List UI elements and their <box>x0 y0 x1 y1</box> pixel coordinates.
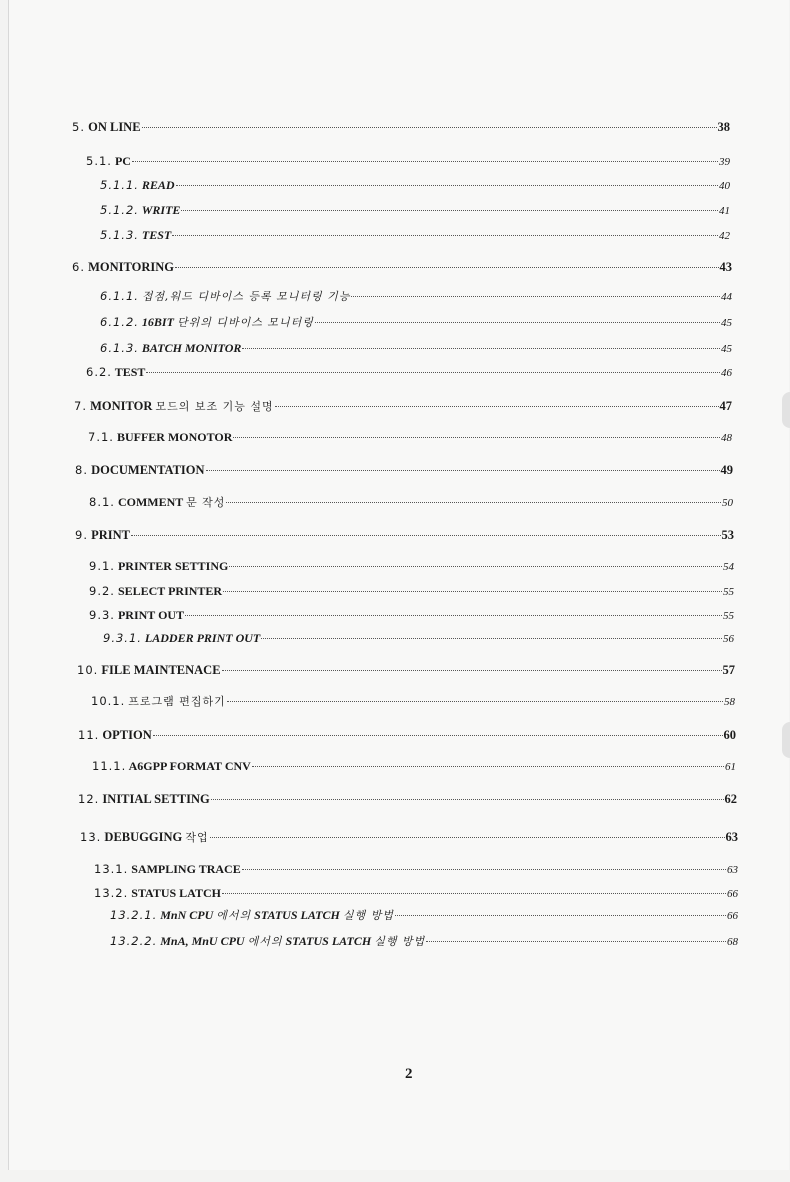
toc-page-number: 48 <box>721 432 732 444</box>
toc-entry-5-1-1[interactable]: 5.1.1. READ 40 <box>100 178 730 192</box>
dot-leader <box>351 296 720 297</box>
dot-leader <box>181 210 718 211</box>
toc-entry-10-1[interactable]: 10.1. 프로그램 편집하기 58 <box>91 694 735 708</box>
dot-leader <box>210 837 725 838</box>
dot-leader <box>242 869 726 870</box>
dot-leader <box>233 437 720 438</box>
dot-leader <box>175 267 719 268</box>
toc-entry-12[interactable]: 12. INITIAL SETTING 62 <box>78 792 737 806</box>
toc-entry-13-2-2[interactable]: 13.2.2. MnA, MnU CPU 에서의 STATUS LATCH 실행 방법 68 <box>110 934 738 948</box>
dot-leader <box>229 566 722 567</box>
dot-leader <box>206 470 720 471</box>
dot-leader <box>146 372 720 373</box>
dot-leader <box>222 670 722 671</box>
toc-page-number: 45 <box>721 317 732 329</box>
toc-entry-5[interactable]: 5. ON LINE 38 <box>72 120 730 134</box>
toc-entry-7-1[interactable]: 7.1. BUFFER MONOTOR 48 <box>88 430 732 444</box>
toc-page-number: 61 <box>725 761 736 773</box>
dot-leader <box>132 161 718 162</box>
dot-leader <box>261 638 722 639</box>
toc-page-number: 44 <box>721 291 732 303</box>
toc-page-number: 41 <box>719 205 730 217</box>
toc-entry-10[interactable]: 10. FILE MAINTENACE 57 <box>77 663 735 677</box>
toc-entry-13-2[interactable]: 13.2. STATUS LATCH 66 <box>94 886 738 900</box>
toc-entry-11[interactable]: 11. OPTION 60 <box>78 728 736 742</box>
toc-page-number: 63 <box>727 864 738 876</box>
toc-page-number: 39 <box>719 156 730 168</box>
toc-page-number: 58 <box>724 696 735 708</box>
toc-page-number: 66 <box>727 910 738 922</box>
dot-leader <box>426 941 726 942</box>
dot-leader <box>185 615 722 616</box>
toc-entry-6[interactable]: 6. MONITORING 43 <box>72 260 732 274</box>
toc-entry-5-1[interactable]: 5.1. PC 39 <box>86 154 730 168</box>
toc-entry-8-1[interactable]: 8.1. COMMENT 문 작성 50 <box>89 495 733 509</box>
toc-page-number: 47 <box>719 399 732 413</box>
toc-page-number: 60 <box>723 728 736 742</box>
toc-page-number: 66 <box>727 888 738 900</box>
dot-leader <box>131 535 720 536</box>
toc-entry-6-1-1[interactable]: 6.1.1. 접점,워드 디바이스 등록 모니터링 기능 44 <box>100 289 732 303</box>
toc-page-number: 42 <box>719 230 730 242</box>
dot-leader <box>153 735 723 736</box>
toc-page-number: 68 <box>727 936 738 948</box>
toc-page-number: 53 <box>721 528 734 542</box>
toc-page-number: 45 <box>721 343 732 355</box>
toc-page-number: 63 <box>725 830 738 844</box>
dot-leader <box>222 893 726 894</box>
dot-leader <box>395 915 726 916</box>
toc-page-number: 55 <box>723 586 734 598</box>
dot-leader <box>176 185 718 186</box>
dot-leader <box>227 701 723 702</box>
toc-page-number: 43 <box>719 260 732 274</box>
toc-entry-5-1-2[interactable]: 5.1.2. WRITE 41 <box>100 203 730 217</box>
toc-page-number: 57 <box>722 663 735 677</box>
dot-leader <box>226 502 721 503</box>
dot-leader <box>172 235 718 236</box>
toc-entry-9[interactable]: 9. PRINT 53 <box>75 528 734 542</box>
toc-page-number: 40 <box>719 180 730 192</box>
toc-page-number: 56 <box>723 633 734 645</box>
toc-entry-11-1[interactable]: 11.1. A6GPP FORMAT CNV 61 <box>92 759 736 773</box>
toc-page-number: 54 <box>723 561 734 573</box>
toc-entry-7[interactable]: 7. MONITOR 모드의 보조 기능 설명 47 <box>74 399 732 413</box>
toc-entry-6-1-2[interactable]: 6.1.2. 16BIT 단위의 디바이스 모니터링 45 <box>100 315 732 329</box>
toc-entry-13-1[interactable]: 13.1. SAMPLING TRACE 63 <box>94 862 738 876</box>
toc-page-number: 62 <box>724 792 737 806</box>
dot-leader <box>252 766 724 767</box>
toc-entry-9-3[interactable]: 9.3. PRINT OUT 55 <box>89 608 734 622</box>
dot-leader <box>315 322 720 323</box>
toc-entry-9-2[interactable]: 9.2. SELECT PRINTER 55 <box>89 584 734 598</box>
dot-leader <box>275 406 719 407</box>
toc-entry-6-2[interactable]: 6.2. TEST 46 <box>86 365 732 379</box>
toc-entry-5-1-3[interactable]: 5.1.3. TEST 42 <box>100 228 730 242</box>
toc-page-number: 46 <box>721 367 732 379</box>
toc-page-number: 49 <box>720 463 733 477</box>
page-number: 2 <box>405 1066 413 1082</box>
toc-page-number: 55 <box>723 610 734 622</box>
toc-entry-9-1[interactable]: 9.1. PRINTER SETTING 54 <box>89 559 734 573</box>
dot-leader <box>242 348 720 349</box>
dot-leader <box>223 591 722 592</box>
toc-entry-8[interactable]: 8. DOCUMENTATION 49 <box>75 463 733 477</box>
toc-page-number: 50 <box>722 497 733 509</box>
toc-entry-13-2-1[interactable]: 13.2.1. MnN CPU 에서의 STATUS LATCH 실행 방법 66 <box>110 908 738 922</box>
toc-entry-13[interactable]: 13. DEBUGGING 작업 63 <box>80 830 738 844</box>
dot-leader <box>142 127 717 128</box>
toc-page-number: 38 <box>717 120 730 134</box>
toc-entry-9-3-1[interactable]: 9.3.1. LADDER PRINT OUT 56 <box>103 631 734 645</box>
dot-leader <box>211 799 724 800</box>
toc-entry-6-1-3[interactable]: 6.1.3. BATCH MONITOR 45 <box>100 341 732 355</box>
